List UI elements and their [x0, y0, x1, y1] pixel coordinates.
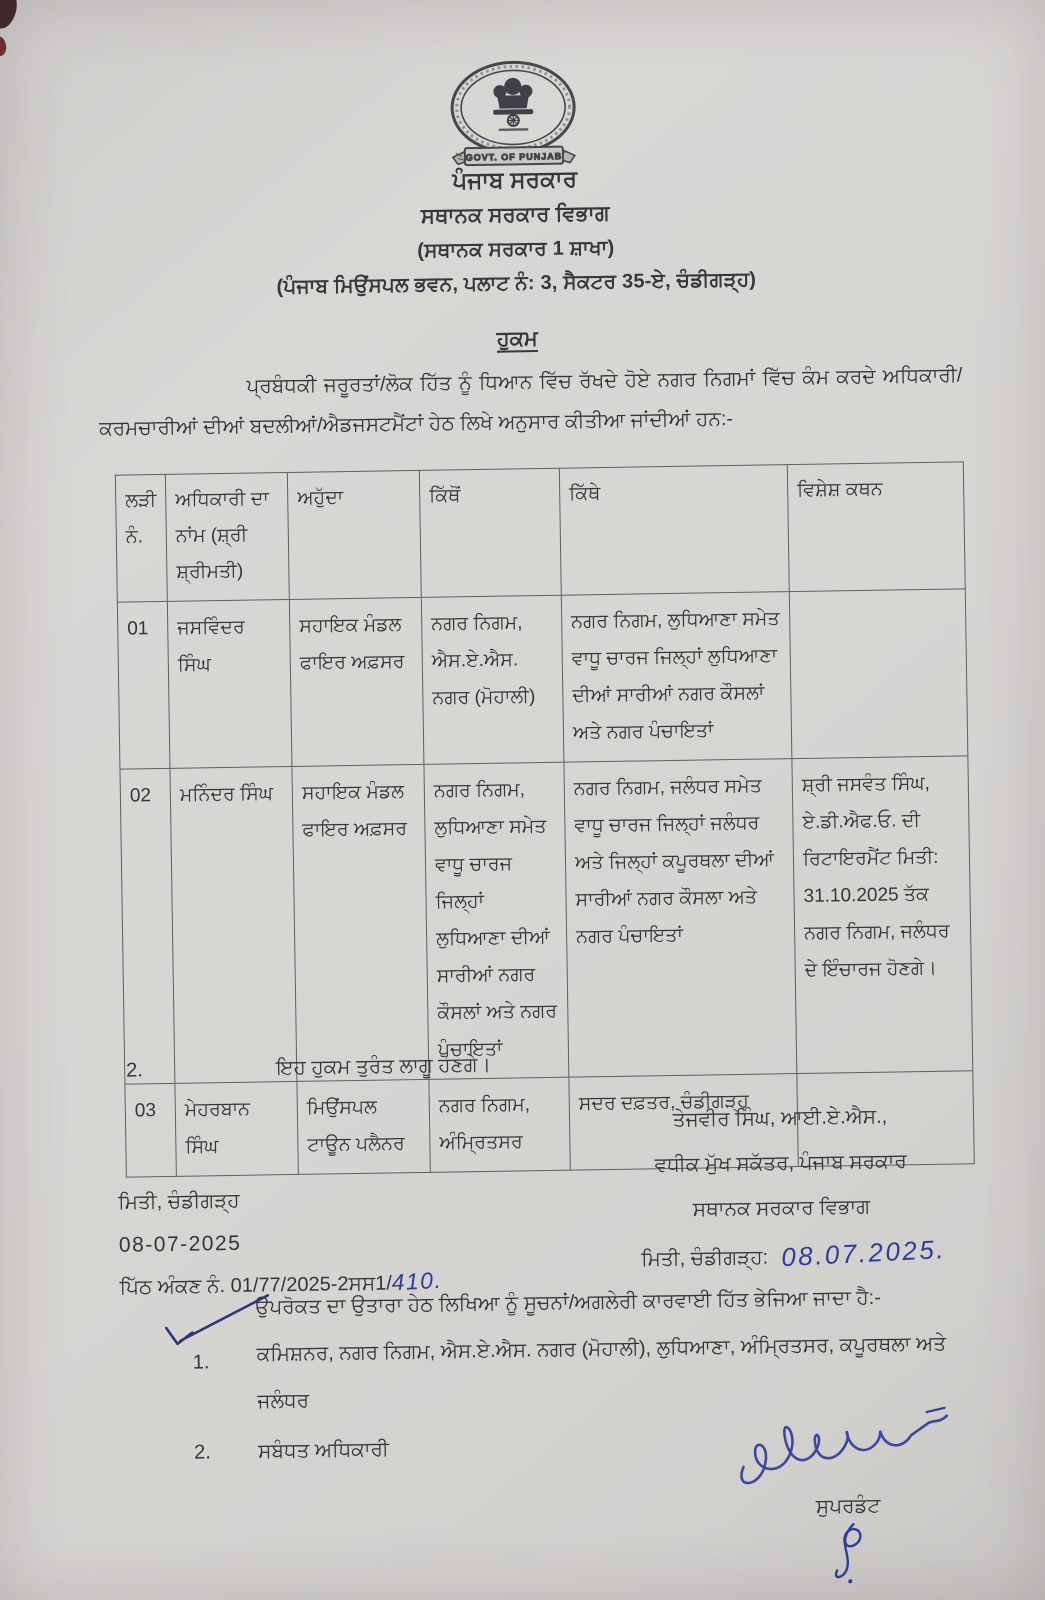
handwritten-signature: [727, 1401, 968, 1497]
col-header-serial: ਲੜੀ ਨੰ.: [115, 474, 167, 602]
cell-to: ਨਗਰ ਨਿਗਮ, ਜਲੰਧਰ ਸਮੇਤ ਵਾਧੂ ਚਾਰਜ ਜਿਲ੍ਹਾਂ ਜਲੰਧਰ ਅਤੇ ਜਿਲ੍ਹਾਂ ਕਪੂਰਥਲਾ ਦੀਆਂ ਸਾਰੀਆਂ ਨਗਰ ਕੌਸਲਾ ਅਤੇ ਨਗਰ ਪੰਚਾਇਤਾਂ: [564, 759, 797, 1078]
cell-from: ਨਗਰ ਨਿਗਮ, ਲੁਧਿਆਣਾ ਸਮੇਤ ਵਾਧੂ ਚਾਰਜ ਜਿਲ੍ਹਾਂ ਲੁਧਿਆਣਾ ਦੀਆਂ ਸਾਰੀਆਂ ਨਗਰ ਕੌਸਲਾਂ ਅਤੇ ਨਗਰ ਪੰਚਾਇਤਾਂ: [424, 762, 569, 1079]
punjab-govt-emblem-icon: [442, 59, 584, 177]
cell-serial: 03: [125, 1083, 176, 1177]
col-header-remarks: ਵਿਸ਼ੇਸ਼ ਕਥਨ: [787, 462, 965, 592]
cell-designation: ਮਿਉਂਸਪਲ ਟਾਊਨ ਪਲੈਨਰ: [297, 1079, 430, 1174]
col-header-officer-name: ਅਧਿਕਾਰੀ ਦਾ ਨਾਂਮ (ਸ਼੍ਰੀ ਸ਼੍ਰੀਮਤੀ): [165, 472, 289, 601]
recipient-2-text: ਸਬੰਧਤ ਅਧਿਕਾਰੀ: [258, 1438, 390, 1463]
table-header-row: [115, 462, 965, 602]
order-intro-paragraph: ਪ੍ਰਬੰਧਕੀ ਜਰੂਰਤਾਂ/ਲੋਕ ਹਿੱਤ ਨੂੰ ਧਿਆਨ ਵਿੱਚ ਰੱਖਦੇ ਹੋਏ ਨਗਰ ਨਿਗਮਾਂ ਵਿੱਚ ਕੰਮ ਕਰਦੇ ਅਧਿਕਾਰੀ/ਕਰਮਚਾਰੀਆਂ ਦੀਆਂ ਬਦਲੀਆਂ/ਐਡਜਸਟਮੈਂਟਾਂ ਹੇਠ ਲਿਖੇ ਅਨੁਸਾਰ ਕੀਤੀਆ ਜਾਂਦੀਆਂ ਹਨ:-: [98, 364, 963, 440]
govt-of-punjab-banner: [453, 146, 575, 165]
cell-designation: ਸਹਾਇਕ ਮੰਡਲ ਫਾਇਰ ਅਫ਼ਸਰ: [289, 597, 424, 766]
signatory-designation: ਵਧੀਕ ਮੁੱਖ ਸਕੱਤਰ, ਪੰਜਾਬ ਸਰਕਾਰ: [654, 1150, 907, 1177]
cell-designation: ਸਹਾਇਕ ਮੰਡਲ ਫਾਇਰ ਅਫ਼ਸਰ: [292, 764, 429, 1081]
cell-serial: 01: [117, 601, 170, 769]
handwritten-date: 08.07.2025.: [780, 1233, 948, 1273]
clause-2-number: 2.: [126, 1059, 144, 1082]
emblem-caption: GOVT. OF PUNJAB: [465, 151, 563, 163]
ashoka-lions-icon: [493, 78, 534, 132]
cell-remarks: [789, 589, 968, 759]
cell-serial: 02: [120, 768, 175, 1084]
order-heading: ਹੁਕਮ: [496, 327, 538, 351]
typed-date: 08-07-2025: [118, 1231, 242, 1257]
department-title: ਸਥਾਨਕ ਸਰਕਾਰ ਵਿਭਾਗ: [420, 201, 610, 228]
recipient-1-number: 1.: [192, 1351, 210, 1374]
table-row: [120, 756, 973, 1084]
address-line: (ਪੰਜਾਬ ਮਿਉਂਸਪਲ ਭਵਨ, ਪਲਾਟ ਨੰ: 3, ਸੈਕਟਰ 35-ਏ, ਚੰਡੀਗੜ੍ਹ): [276, 268, 757, 299]
handwritten-endorsement-number: 410.: [391, 1266, 444, 1296]
right-date-label: ਮਿਤੀ, ਚੰਡੀਗੜ੍ਹ:: [641, 1246, 769, 1271]
clause-2-text: ਇਹ ਹੁਕਮ ਤੁਰੰਤ ਲਾਗੂ ਹੋਣਗੇ।: [276, 1053, 492, 1080]
signatory-department: ਸਥਾਨਕ ਸਰਕਾਰ ਵਿਭਾਗ: [692, 1195, 871, 1221]
government-title: ਪੰਜਾਬ ਸਰਕਾਰ: [452, 165, 578, 194]
cell-remarks: ਸ਼੍ਰੀ ਜਸਵੰਤ ਸਿੰਘ, ਏ.ਡੀ.ਐਫ.ਓ. ਦੀ ਰਿਟਾਇਰਮੈਂਟ ਮਿਤੀ: 31.10.2025 ਤੱਕ ਨਗਰ ਨਿਗਮ, ਜਲੰਧਰ ਦੇ ਇੰਚਾਰਜ ਹੋਣਗੇ।: [792, 756, 973, 1074]
place-date-label: ਮਿਤੀ, ਚੰਡੀਗੜ੍ਹ: [118, 1189, 240, 1214]
endorsement-label: ਪਿੱਠ ਅੰਕਣ ਨੰ. 01/77/2025-2ਸਸ1/: [119, 1272, 393, 1299]
cell-officer-name: ਜਸਵਿੰਦਰ ਸਿੰਘ: [167, 599, 292, 768]
col-header-designation: ਅਹੁੱਦਾ: [287, 470, 421, 599]
cell-from: ਨਗਰ ਨਿਗਮ, ਅੰਮ੍ਰਿਤਸਰ: [429, 1077, 570, 1172]
cell-officer-name: ਮੇਹਰਬਾਨ ਸਿੰਘ: [175, 1081, 298, 1176]
recipient-2-number: 2.: [194, 1441, 212, 1464]
signatory-block: [595, 1093, 967, 1234]
superintendent-label: ਸੁਪਰਡੰਟ: [815, 1494, 881, 1518]
table-row: [117, 589, 968, 769]
forwarding-line: ਉਪਰੋਕਤ ਦਾ ਉਤਾਰਾ ਹੇਠ ਲਿਖਿਆ ਨੂੰ ਸੂਚਨਾਂ/ਅਗਲੇਰੀ ਕਾਰਵਾਈ ਹਿੱਤ ਭੇਜਿਆ ਜਾਦਾ ਹੈ:-: [254, 1286, 882, 1319]
cell-to: ਸਦਰ ਦਫ਼ਤਰ, ਚੰਡੀਗੜ੍ਹ: [569, 1074, 798, 1171]
recipient-1-text: ਕਮਿਸ਼ਨਰ, ਨਗਰ ਨਿਗਮ, ਐਸ.ਏ.ਐਸ. ਨਗਰ (ਮੋਹਾਲੀ), ਲੁਧਿਆਣਾ, ਅੰਮ੍ਰਿਤਸਰ, ਕਪੂਰਥਲਾ ਅਤੇ ਜਲੰਧਰ: [256, 1332, 947, 1413]
cell-from: ਨਗਰ ਨਿਗਮ, ਐਸ.ਏ.ਐਸ. ਨਗਰ (ਮੋਹਾਲੀ): [421, 595, 564, 764]
branch-line: (ਸਥਾਨਕ ਸਰਕਾਰ 1 ਸ਼ਾਖਾ): [417, 236, 615, 262]
signatory-name: ਤੇਜਵੀਰ ਸਿੰਘ, ਆਈ.ਏ.ਐਸ.,: [672, 1105, 888, 1132]
handwritten-flourish: [819, 1520, 878, 1587]
col-header-to: ਕਿੱਥੇ: [559, 465, 789, 596]
col-header-from: ਕਿੱਥੋਂ: [419, 468, 561, 597]
right-dateline: [641, 1233, 948, 1273]
cell-to: ਨਗਰ ਨਿਗਮ, ਲੁਧਿਆਣਾ ਸਮੇਤ ਵਾਧੂ ਚਾਰਜ ਜਿਲ੍ਹਾਂ ਲੁਧਿਆਣਾ ਦੀਆਂ ਸਾਰੀਆਂ ਨਗਰ ਕੌਸਲਾਂ ਅਤੇ ਨਗਰ ਪੰਚਾਇਤਾਂ: [561, 592, 792, 763]
superintendent-signature-block: [712, 1401, 985, 1588]
cell-officer-name: ਮਨਿੰਦਰ ਸਿੰਘ: [170, 766, 297, 1083]
